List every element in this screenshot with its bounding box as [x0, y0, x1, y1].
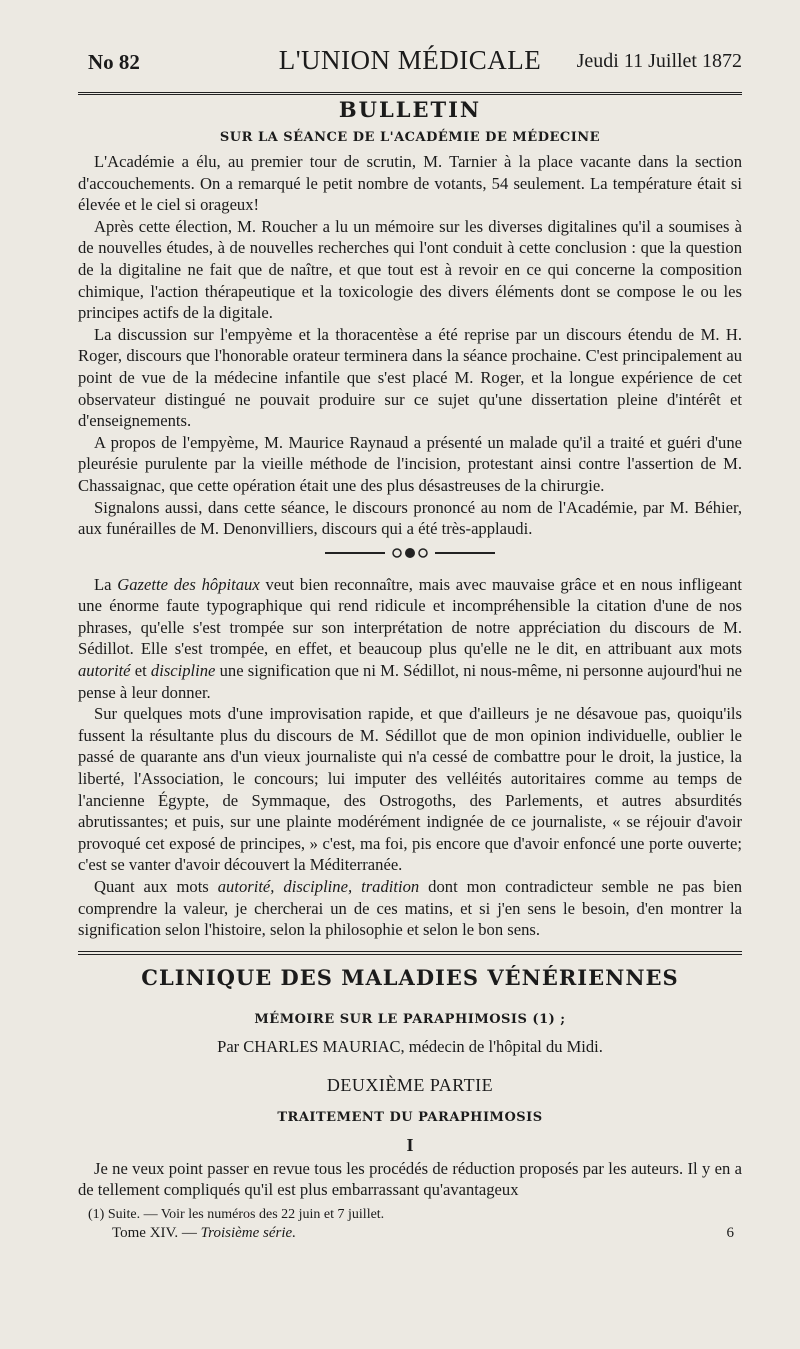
bulletin-paragraph: Signalons aussi, dans cette séance, le discours prononcé au nom de l'Académie, par M. Béhier, aux funérailles de M. Denonvilliers, discours qui a été très-applaudi.	[78, 497, 742, 539]
clinique-paragraph: Je ne veux point passer en revue tous les procédés de réduction proposés par les auteurs. Il y en a de tellement compliqués qu'il est plus embarrassant qu'avantageux	[78, 1158, 742, 1200]
clinique-title: CLINIQUE DES MALADIES VÉNÉRIENNES	[141, 964, 679, 990]
publication-name: Gazette des hôpitaux	[117, 574, 260, 594]
gazette-paragraph	[78, 574, 742, 704]
bulletin-paragraph: A propos de l'empyème, M. Maurice Raynaud a présenté un malade qu'il a traité et guéri d'une pleurésie purulente par la vieille méthode de l'incision, protestant ainsi contre l'assertion de M. Chassaignac, que cette opération était une des plus désastreuses de la chirurgie.	[78, 432, 742, 495]
text-run: dont mon contradicteur semble ne pas bien comprendre la valeur, je chercherai un de ces matins, et si j'en sens le besoin, d'en montrer la signification selon l'histoire, selon la philosophie et selon le bon sens.	[78, 877, 742, 940]
author-line: Par CHARLES MAURIAC, médecin de l'hôpital du Midi.	[217, 1036, 603, 1056]
bulletin-paragraph: Après cette élection, M. Roucher a lu un mémoire sur les diverses digitalines qu'il a soumises à de nouvelles études, à de nouvelles recherches qui l'ont conduit à cette conclusion : que la question de la digitaline ne fait que de naître, et que tout est à revoir en ce qui concerne la composition chimique, l'action thérapeutique et la toxicologie des divers éléments dont se compose le ou les principes actifs de la digitale.	[78, 216, 742, 323]
part-subtitle: TRAITEMENT DU PARAPHIMOSIS	[277, 1109, 543, 1125]
issue-date: Jeudi 11 Juillet 1872	[576, 50, 742, 72]
section-rule	[78, 951, 742, 955]
emphasis: autorité, discipline, tradition	[217, 877, 420, 896]
gazette-paragraph	[78, 876, 742, 941]
tome-label: Tome XIV. —	[112, 1224, 201, 1241]
text-run: La	[94, 574, 118, 594]
text-run: veut bien reconnaître, mais avec mauvaise grâce et en nous infligeant une énorme faute typographique qui rend ridicule et incompréhensible la citation d'une de nos phrases, qu'elle s'est trompée sur son interprétation de notre appréciation du discours de M. Sédillot. Elle s'est trompée, en effet, et beaucoup plus qu'elle ne le dit, en attribuant aux mots	[78, 574, 742, 659]
emphasis: discipline	[150, 661, 216, 681]
bulletin-title: BULLETIN	[338, 97, 482, 122]
part-title: DEUXIÈME PARTIE	[326, 1074, 494, 1095]
bulletin-subtitle: SUR LA SÉANCE DE L'ACADÉMIE DE MÉDECINE	[219, 130, 601, 145]
bulletin-body	[78, 151, 742, 540]
text-run: Quant aux mots	[94, 877, 218, 896]
header-rule	[78, 92, 742, 95]
footnote: (1) Suite. — Voir les numéros des 22 juin et 7 juillet.	[88, 1206, 385, 1222]
tome-line	[78, 1225, 742, 1242]
ornament-rule-icon	[325, 546, 495, 560]
emphasis: autorité	[78, 661, 131, 681]
text-run: et	[130, 661, 151, 681]
bulletin-paragraph: L'Académie a élu, au premier tour de scrutin, M. Tarnier à la place vacante dans la section d'accouchements. On a remarqué le petit nombre de votants, 54 seulement. La température était si élevée et le ciel si orageux!	[78, 152, 742, 215]
section-ornament	[78, 546, 742, 560]
memoir-title: MÉMOIRE SUR LE PARAPHIMOSIS (1) ;	[254, 1011, 566, 1027]
journal-title: L'UNION MÉDICALE	[278, 45, 542, 75]
serie-label: Troisième série.	[200, 1224, 296, 1241]
printer-signature: 6	[726, 1224, 734, 1241]
gazette-paragraph: Sur quelques mots d'une improvisation rapide, et que d'ailleurs je ne désavoue pas, quoiqu'ils fussent la résultante plus du discours de M. Sédillot que de mon opinion individuelle, oublier le passé de quarante ans d'un vieux journaliste qui n'a cessé de combattre pour le droit, la justice, la liberté, l'Association, le concours; lui imputer des velléités autoritaires comme au temps de l'ancienne Égypte, de Symmaque, des Ostrogoths, des Parlements, et autres absurdités abrutissantes; et puis, sur une plainte modérément indignée de ce journaliste, « se réjouir d'avoir provoqué cet exposé de principes, » c'est, ma foi, pis encore que d'avoir enfoncé une porte ouverte; c'est se vanter d'avoir découvert la Méditerranée.	[78, 704, 742, 875]
section-number: I	[406, 1134, 414, 1155]
gazette-reply	[78, 574, 742, 941]
issue-number: No 82	[88, 50, 140, 74]
text-run: une signification que ni M. Sédillot, ni nous-même, ni personne aujourd'hui ne pense à leur donner.	[78, 661, 742, 702]
running-head	[78, 40, 742, 84]
bulletin-paragraph: La discussion sur l'empyème et la thoracentèse a été reprise par un discours étendu de M. H. Roger, discours que l'honorable orateur terminera dans la séance prochaine. C'est principalement au point de vue de la médecine infantile que s'est placé M. Roger, et la longue expérience de cet observateur distingué ne pouvait produire sur ce sujet qu'une dissertation pleine d'intérêt et d'enseignements.	[78, 324, 742, 431]
